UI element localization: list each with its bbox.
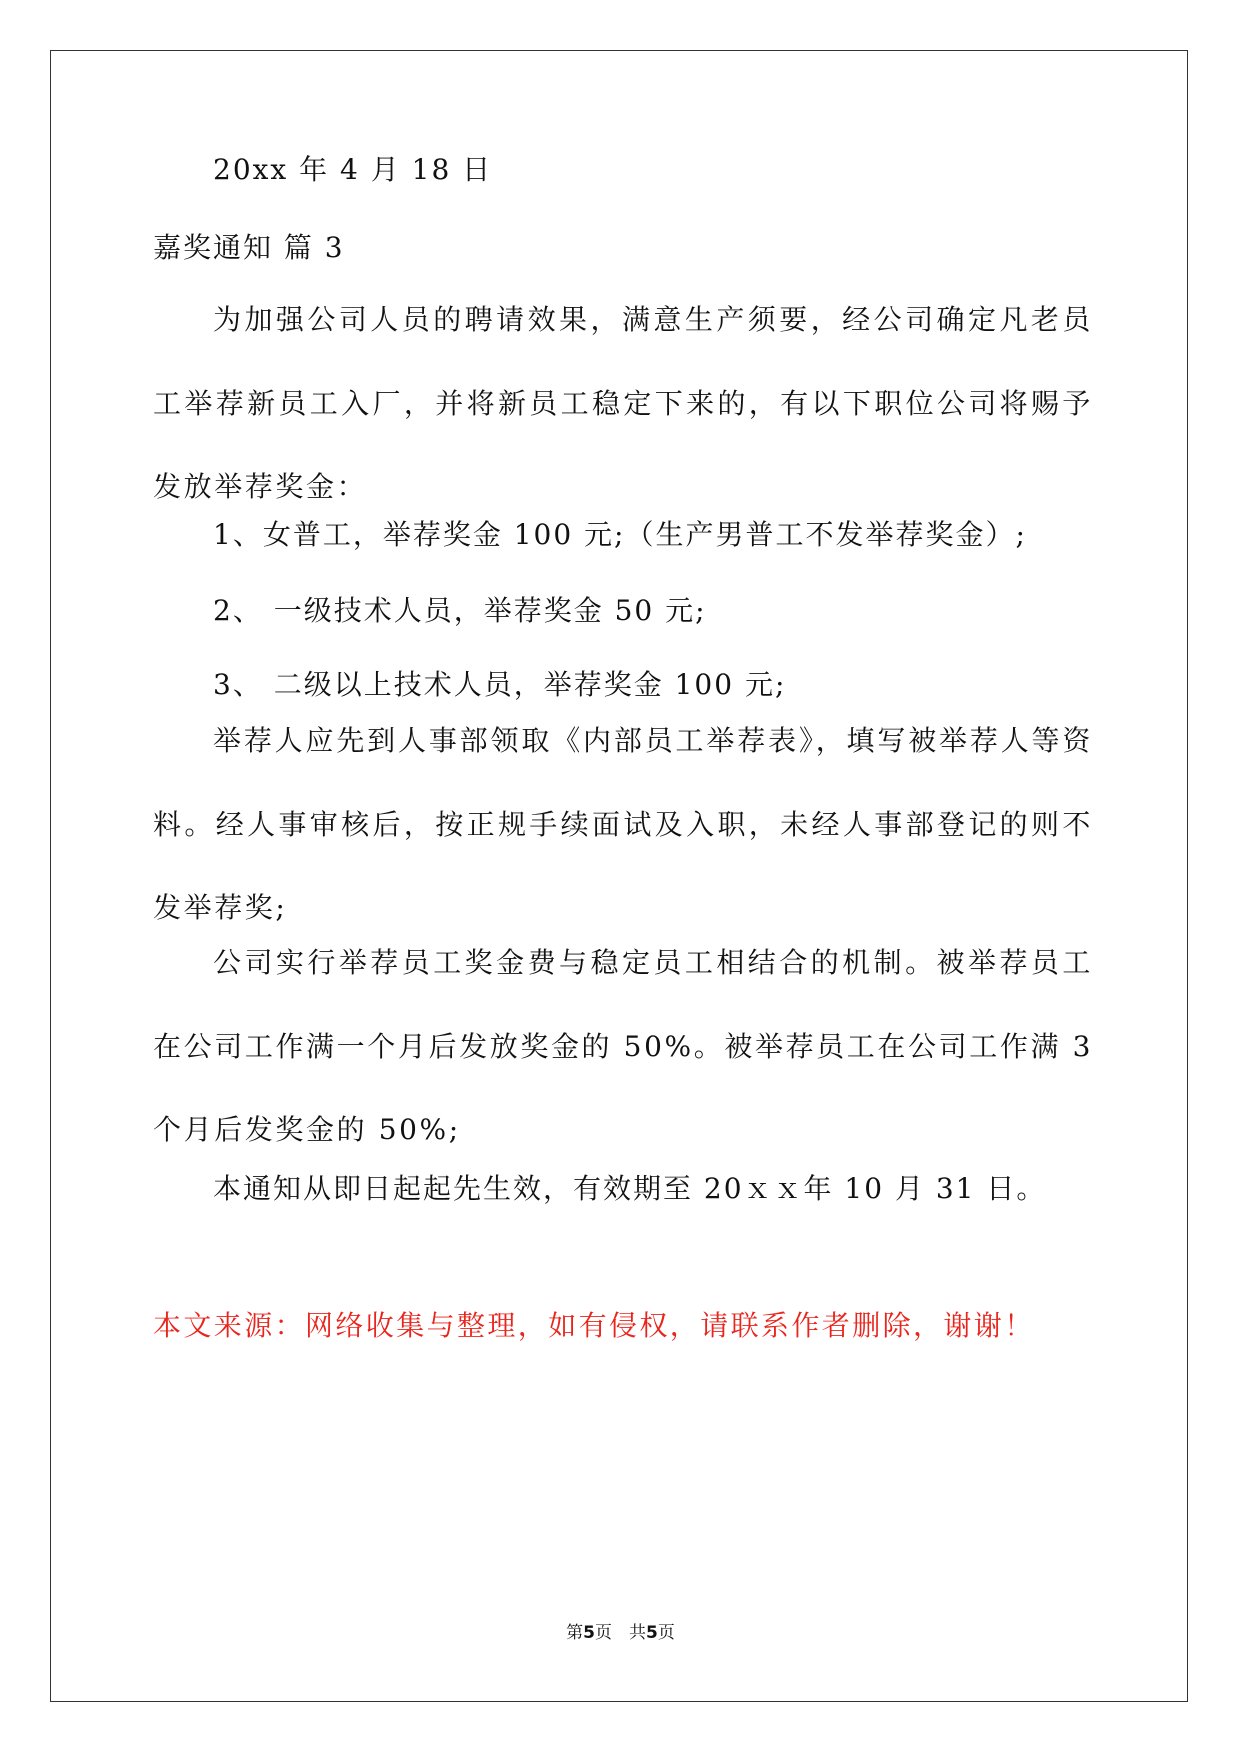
footer-prefix: 第 — [566, 1623, 584, 1643]
list-item: 3、 二级以上技术人员，举荐奖金 100 元; — [213, 668, 787, 701]
effective-paragraph: 本通知从即日起起先生效，有效期至 20ｘｘ年 10 月 31 日。 — [213, 1172, 1047, 1205]
footer-mid: 页 共 — [595, 1623, 646, 1643]
page-footer — [0, 1623, 1241, 1643]
list-item: 1、女普工，举荐奖金 100 元;（生产男普工不发举荐奖金）; — [213, 518, 1027, 551]
footer-suffix: 页 — [657, 1623, 675, 1643]
footer-page-number: 5 — [583, 1623, 595, 1643]
footer-total-pages: 5 — [646, 1623, 658, 1643]
mechanism-paragraph: 公司实行举荐员工奖金费与稳定员工相结合的机制。被举荐员工在公司工作满一个月后发放奖金的 50%。被举荐员工在公司工作满 3 个月后发奖金的 50%; — [153, 946, 1093, 1146]
source-note: 本文来源：网络收集与整理，如有侵权，请联系作者删除，谢谢！ — [153, 1309, 1035, 1342]
date-line: 20xx 年 4 月 18 日 — [213, 153, 493, 186]
list-item: 2、 一级技术人员，举荐奖金 50 元; — [213, 594, 707, 627]
section-title: 嘉奖通知 篇 3 — [153, 231, 345, 264]
intro-paragraph: 为加强公司人员的聘请效果，满意生产须要，经公司确定凡老员工举荐新员工入厂，并将新员工稳定下来的，有以下职位公司将赐予发放举荐奖金： — [153, 303, 1093, 503]
procedure-paragraph: 举荐人应先到人事部领取《内部员工举荐表》，填写被举荐人等资料。经人事审核后，按正规手续面试及入职，未经人事部登记的则不发举荐奖; — [153, 724, 1093, 924]
